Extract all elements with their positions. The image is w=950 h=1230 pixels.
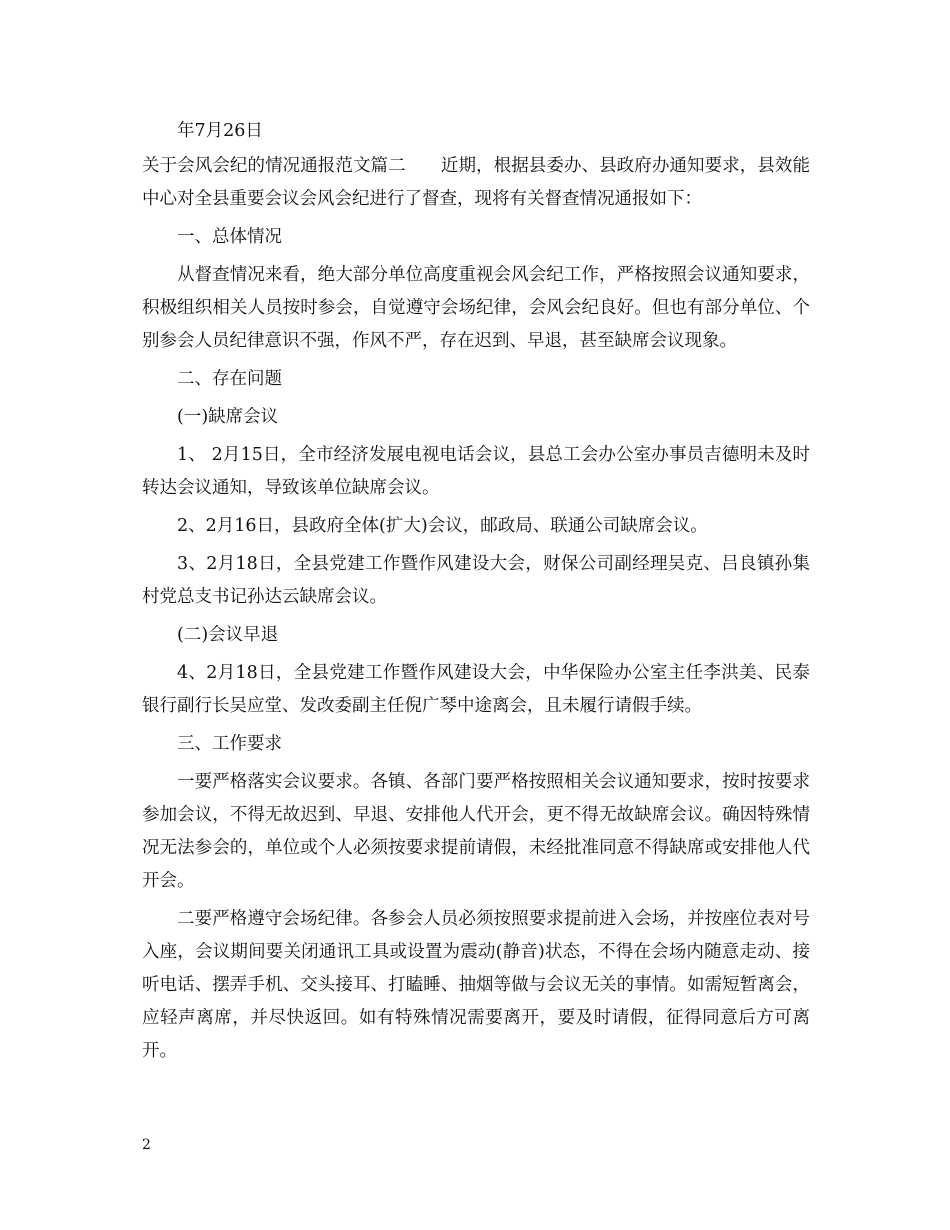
- section-heading-requirements: 三、工作要求: [177, 734, 282, 754]
- absence-item-3: 3、2月18日，全县党建工作暨作风建设大会，财保公司副经理吴克、吕良镇孙集村党总支书记孙达云缺席会议。: [142, 554, 810, 607]
- section-heading-overview: 一、总体情况: [177, 227, 282, 247]
- section-heading-problems: 二、存在问题: [177, 369, 282, 389]
- page-number: 2: [142, 1137, 151, 1153]
- report-title-and-intro: 关于会风会纪的情况通报范文篇二 近期，根据县委办、县政府办通知要求，县效能中心对全县重要会议会风会纪进行了督查，现将有关督查情况通报如下：: [142, 156, 810, 209]
- overview-paragraph: 从督查情况来看，绝大部分单位高度重视会风会纪工作，严格按照会议通知要求，积极组织相关人员按时参会，自觉遵守会场纪律，会风会纪良好。但也有部分单位、个别参会人员纪律意识不强，作风不严，存在迟到、早退，甚至缺席会议现象。: [142, 265, 810, 351]
- date-line: 年7月26日: [177, 121, 263, 141]
- subheading-absence: (一)缺席会议: [177, 407, 279, 427]
- requirement-paragraph-1: 一要严格落实会议要求。各镇、各部门要严格按照相关会议通知要求，按时按要求参加会议，不得无故迟到、早退、安排他人代开会，更不得无故缺席会议。确因特殊情况无法参会的，单位或个人必须按要求提前请假，未经批准同意不得缺席或安排他人代开会。: [142, 772, 810, 891]
- early-leave-item-4: 4、2月18日，全县党建工作暨作风建设大会，中华保险办公室主任李洪美、民泰银行副行长吴应堂、发改委副主任倪广琴中途离会，且未履行请假手续。: [142, 663, 810, 716]
- document-body: [142, 115, 810, 1073]
- absence-item-2: 2、2月16日，县政府全体(扩大)会议，邮政局、联通公司缺席会议。: [177, 516, 708, 536]
- absence-item-1: 1、 2月15日，全市经济发展电视电话会议，县总工会办公室办事员吉德明未及时转达会议通知，导致该单位缺席会议。: [142, 445, 810, 498]
- requirement-paragraph-2: 二要严格遵守会场纪律。各参会人员必须按照要求提前进入会场，并按座位表对号入座，会议期间要关闭通讯工具或设置为震动(静音)状态，不得在会场内随意走动、接听电话、摆弄手机、交头接耳、打瞌睡、抽烟等做与会议无关的事情。如需短暂离会，应轻声离席，并尽快返回。如有特殊情况需要离开，要及时请假，征得同意后方可离开。: [142, 909, 810, 1061]
- subheading-early-leave: (二)会议早退: [177, 625, 279, 645]
